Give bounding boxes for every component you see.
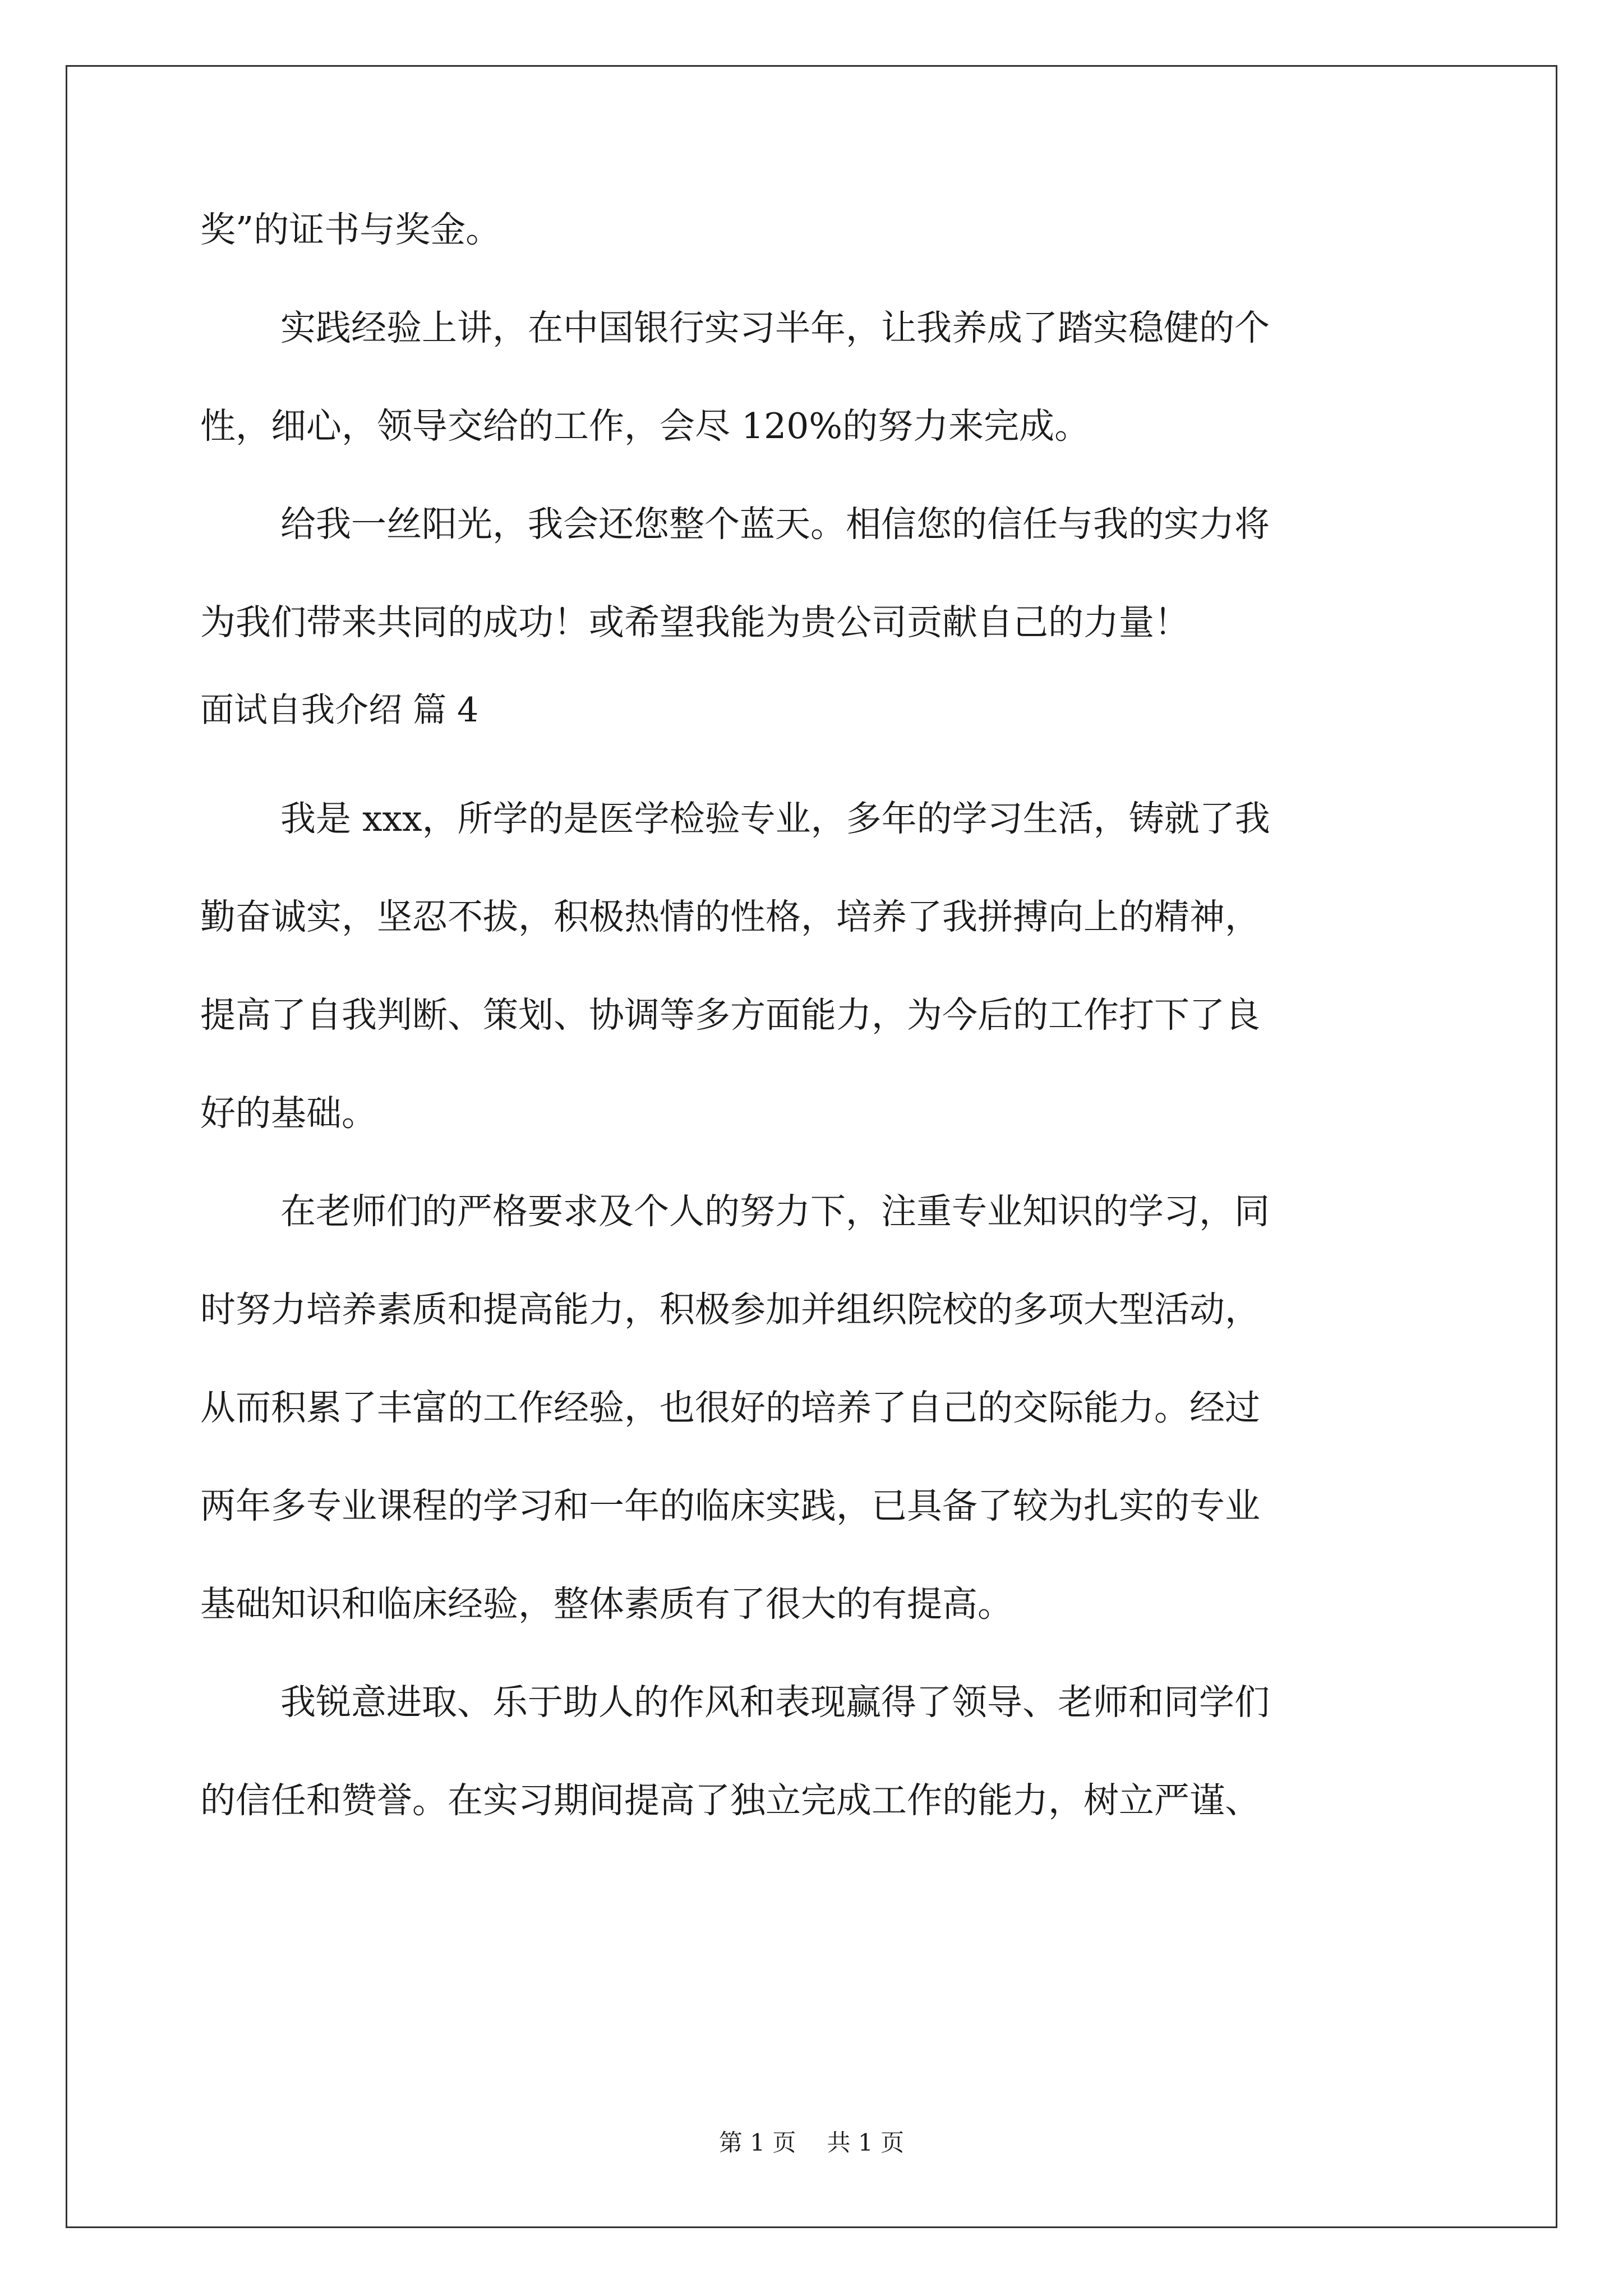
paragraph-line: 基础知识和临床经验，整体素质有了很大的有提高。 xyxy=(200,1584,1013,1625)
paragraph-line: 勤奋诚实，坚忍不拔，积极热情的性格，培养了我拼搏向上的精神， xyxy=(200,896,1260,937)
paragraph-line: 好的基础。 xyxy=(200,1093,377,1134)
paragraph-line: 时努力培养素质和提高能力，积极参加并组织院校的多项大型活动， xyxy=(200,1289,1260,1330)
paragraph-line: 给我一丝阳光，我会还您整个蓝天。相信您的信任与我的实力将 xyxy=(280,504,1270,545)
page-number-footer: 第 1 页 共 1 页 xyxy=(718,2129,905,2156)
document-body xyxy=(200,208,1434,1823)
text-line: 奖”的证书与奖金。 xyxy=(200,209,501,250)
paragraph-line: 提高了自我判断、策划、协调等多方面能力，为今后的工作打下了良 xyxy=(200,995,1260,1036)
paragraph-line: 的信任和赞誉。在实习期间提高了独立完成工作的能力，树立严谨、 xyxy=(200,1780,1260,1821)
paragraph-line: 两年多专业课程的学习和一年的临床实践，已具备了较为扎实的专业 xyxy=(200,1485,1260,1526)
paragraph-line: 在老师们的严格要求及个人的努力下，注重专业知识的学习，同 xyxy=(280,1191,1270,1232)
paragraph-line: 我是 xxx，所学的是医学检验专业，多年的学习生活，铸就了我 xyxy=(280,798,1270,839)
paragraph-line: 我锐意进取、乐于助人的作风和表现赢得了领导、老师和同学们 xyxy=(280,1682,1270,1723)
paragraph-line: 从而积累了丰富的工作经验，也很好的培养了自己的交际能力。经过 xyxy=(200,1387,1260,1428)
paragraph-line: 为我们带来共同的成功！或希望我能为贵公司贡献自己的力量！ xyxy=(200,602,1189,643)
paragraph-line: 实践经验上讲，在中国银行实习半年，让我养成了踏实稳健的个 xyxy=(280,307,1270,348)
section-heading: 面试自我介绍 篇 4 xyxy=(200,691,479,730)
paragraph-line: 性，细心，领导交给的工作，会尽 120%的努力来完成。 xyxy=(200,406,1090,447)
